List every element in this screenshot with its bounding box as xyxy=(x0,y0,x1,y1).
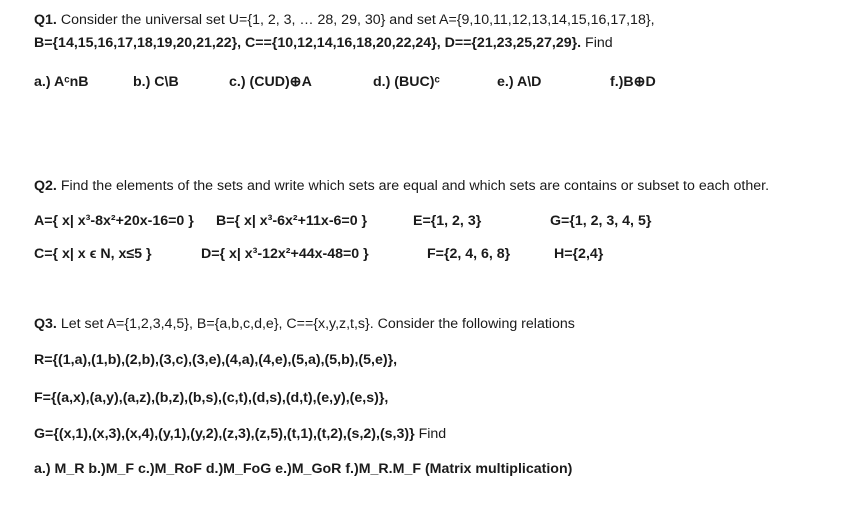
q2-number: Q2. xyxy=(34,178,57,194)
q1-part-c: c.) (CUD)⊕A xyxy=(229,74,312,90)
q2-line-1 xyxy=(34,177,769,195)
q2-set-d: D={ x| x³-12x²+44x-48=0 } xyxy=(201,246,369,262)
q1-part-d: d.) (BUC)ᶜ xyxy=(373,74,440,90)
q1-part-b: b.) C\B xyxy=(133,74,179,90)
q1-sets: B={14,15,16,17,18,19,20,21,22}, C=={10,12,14,16,18,20,22,24}, D=={21,23,25,27,29}. xyxy=(34,35,582,51)
q3-relation-r: R={(1,a),(1,b),(2,b),(3,c),(3,e),(4,a),(4,e),(5,a),(5,b),(5,e)}, xyxy=(34,352,398,368)
q3-relation-g-line xyxy=(34,425,446,443)
q3-tasks: a.) M_R b.)M_F c.)M_RoF d.)M_FoG e.)M_GoR f.)M_R.M_F (Matrix multiplication) xyxy=(34,461,573,477)
q2-set-b: B={ x| x³-6x²+11x-6=0 } xyxy=(216,213,368,229)
q1-part-e: e.) A\D xyxy=(497,74,542,90)
q2-set-g: G={1, 2, 3, 4, 5} xyxy=(550,213,652,229)
q3-relation-g: G={(x,1),(x,3),(x,4),(y,1),(y,2),(z,3),(z,5),(t,1),(t,2),(s,2),(s,3)} xyxy=(34,426,415,442)
q3-find: Find xyxy=(418,426,447,442)
q1-part-f: f.)B⊕D xyxy=(610,74,656,90)
q1-line-1 xyxy=(34,11,655,29)
q1-part-a: a.) AᶜnB xyxy=(34,74,89,90)
q2-set-a: A={ x| x³-8x²+20x-16=0 } xyxy=(34,213,194,229)
q1-number: Q1. xyxy=(34,12,57,28)
q1-line-2 xyxy=(34,34,613,52)
q3-intro-rest: Consider the following relations xyxy=(377,316,575,332)
q2-set-h: H={2,4} xyxy=(554,246,604,262)
q3-intro-sets: Let set A={1,2,3,4,5}, B={a,b,c,d,e}, C=={x,y,z,t,s}. xyxy=(60,316,374,332)
q3-line-1 xyxy=(34,315,575,333)
q2-set-e: E={1, 2, 3} xyxy=(413,213,482,229)
q3-relation-f: F={(a,x),(a,y),(a,z),(b,z),(b,s),(c,t),(d,s),(d,t),(e,y),(e,s)}, xyxy=(34,390,389,406)
q2-set-c: C={ x| x ϵ N, x≤5 } xyxy=(34,246,152,262)
q2-text: Find the elements of the sets and write which sets are equal and which sets are contains or subset to each other. xyxy=(60,178,770,194)
q1-text-1: Consider the universal set U={1, 2, 3, … 28, 29, 30} and set A={9,10,11,12,13,14,15,16,17,18}, xyxy=(60,12,655,28)
q3-number: Q3. xyxy=(34,316,57,332)
q2-set-f: F={2, 4, 6, 8} xyxy=(427,246,511,262)
q1-find: Find xyxy=(585,35,613,51)
